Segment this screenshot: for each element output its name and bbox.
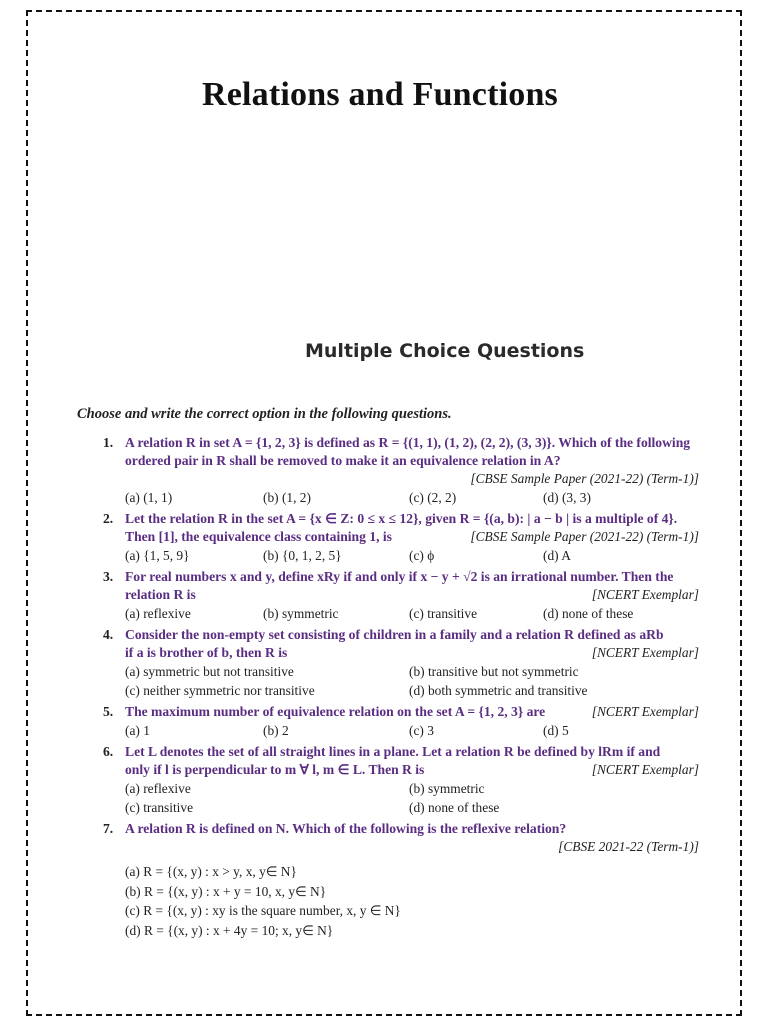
question-line (77, 644, 699, 662)
option-b: (b) transitive but not symmetric (409, 664, 579, 679)
option-d: (d) A (543, 548, 571, 563)
options-row (77, 604, 699, 623)
question-line (77, 820, 699, 838)
option-a: (a) R = {(x, y) : x > y, x, y∈ N} (125, 864, 297, 879)
options-row (77, 662, 699, 681)
question-4 (77, 626, 699, 700)
option-a: (a) reflexive (125, 606, 191, 621)
instruction-text: Choose and write the correct option in the following questions. (77, 406, 452, 422)
question-line (77, 761, 699, 779)
option-c: (c) transitive (409, 606, 478, 621)
question-1 (77, 434, 699, 507)
question-source: [NCERT Exemplar] (591, 645, 699, 660)
question-number: 7. (103, 821, 114, 836)
question-line (77, 510, 699, 528)
question-text: Let the relation R in the set A = {x ∈ Z: 0 ≤ x ≤ 12}, given R = {(a, b): | a − b | is a multiple of 4}. (125, 511, 678, 526)
option-b: (b) 2 (263, 723, 289, 738)
question-line (77, 568, 699, 586)
option-b: (b) symmetric (263, 606, 339, 621)
option-d: (d) none of these (543, 606, 634, 621)
question-number: 2. (103, 511, 114, 526)
question-source: [CBSE Sample Paper (2021-22) (Term-1)] (470, 529, 699, 544)
question-line (77, 743, 699, 761)
options-row (77, 779, 699, 798)
option-b: (b) {0, 1, 2, 5} (263, 548, 342, 563)
option-d: (d) none of these (409, 800, 500, 815)
question-number: 1. (103, 435, 114, 450)
question-text: ordered pair in R shall be removed to make it an equivalence relation in A? (125, 453, 561, 468)
options-row (77, 488, 699, 507)
option-d: (d) 5 (543, 723, 569, 738)
option-d: (d) both symmetric and transitive (409, 683, 588, 698)
option-a: (a) symmetric but not transitive (125, 664, 294, 679)
question-text: only if l is perpendicular to m ∀ l, m ∈ L. Then R is (125, 762, 425, 777)
option-c: (c) R = {(x, y) : xy is the square number, x, y ∈ N} (125, 903, 401, 918)
options-row (77, 681, 699, 700)
question-line (77, 586, 699, 604)
question-text: if a is brother of b, then R is (125, 645, 288, 660)
option-c: (c) ϕ (409, 548, 435, 563)
question-text: For real numbers x and y, define xRy if and only if x − y + √2 is an irrational number. Then the (125, 569, 674, 584)
option-c: (c) (2, 2) (409, 490, 457, 505)
question-text: Then [1], the equivalence class containing 1, is (125, 529, 392, 544)
option-c: (c) transitive (125, 800, 194, 815)
question-list (77, 434, 699, 943)
question-7 (77, 820, 699, 940)
question-source: [CBSE 2021-22 (Term-1)] (558, 839, 699, 854)
options-row (77, 798, 699, 817)
question-line (77, 434, 699, 452)
option-a: (a) (1, 1) (125, 490, 173, 505)
option-a: (a) {1, 5, 9} (125, 548, 190, 563)
option-a: (a) reflexive (125, 781, 191, 796)
question-line (77, 528, 699, 546)
options-row (77, 721, 699, 740)
question-line (77, 703, 699, 721)
question-text: Let L denotes the set of all straight lines in a plane. Let a relation R be defined by lRm if and (125, 744, 661, 759)
question-number: 5. (103, 704, 114, 719)
question-5 (77, 703, 699, 740)
question-source: [CBSE Sample Paper (2021-22) (Term-1)] (470, 471, 699, 486)
option-c: (c) neither symmetric nor transitive (125, 683, 315, 698)
option-a: (a) 1 (125, 723, 150, 738)
question-number: 4. (103, 627, 114, 642)
question-source: [NCERT Exemplar] (591, 587, 699, 602)
option-d: (d) R = {(x, y) : x + 4y = 10; x, y∈ N} (125, 922, 334, 938)
question-line (77, 452, 699, 470)
question-number: 3. (103, 569, 114, 584)
option-b: (b) symmetric (409, 781, 485, 796)
question-text: A relation R is defined on N. Which of the following is the reflexive relation? (125, 821, 567, 836)
page-title: Relations and Functions (201, 76, 558, 113)
question-3 (77, 568, 699, 623)
option-c: (c) 3 (409, 723, 434, 738)
question-source: [NCERT Exemplar] (591, 704, 699, 719)
question-2 (77, 510, 699, 565)
options-row (77, 546, 699, 565)
option-b: (b) (1, 2) (263, 490, 311, 505)
option-b: (b) R = {(x, y) : x + y = 10, x, y∈ N} (125, 883, 327, 899)
question-number: 6. (103, 744, 114, 759)
question-text: Consider the non-empty set consisting of children in a family and a relation R defined as aRb (125, 627, 664, 642)
question-6 (77, 743, 699, 817)
question-source: [NCERT Exemplar] (591, 762, 699, 777)
question-text: relation R is (125, 587, 196, 602)
question-text: A relation R in set A = {1, 2, 3} is defined as R = {(1, 1), (1, 2), (2, 2), (3, 3)}. Which of the following (125, 435, 691, 450)
section-title: Multiple Choice Questions (305, 340, 585, 362)
option-d: (d) (3, 3) (543, 490, 591, 505)
question-text: The maximum number of equivalence relation on the set A = {1, 2, 3} are (125, 704, 546, 719)
question-line (77, 626, 699, 644)
